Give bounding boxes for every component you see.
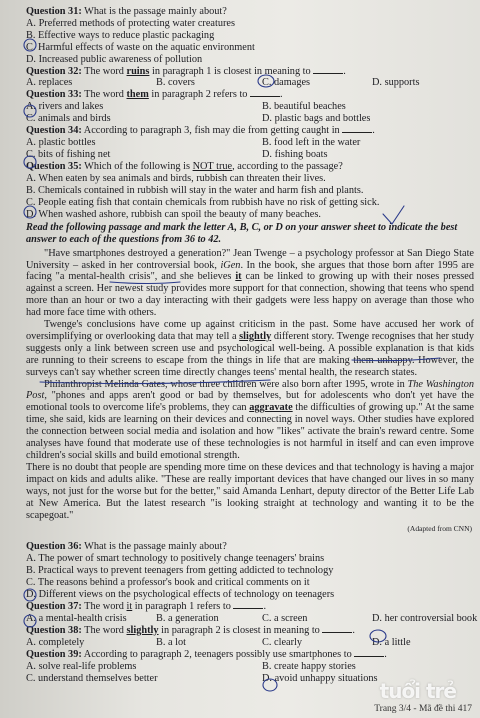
answer-blank [250,96,280,97]
text-run: There is no doubt that people are spending more time on these devices and that technology is having a major impact on kids and adults alike. "These are really important devices that have changed our lives in so many ways, not just for the worse but for the better," said Amanda Lenhart, deputy director of the Better Life Lab at New America. But the latest research "is looking straight at technology and wanting it to be the scapegoat." [26,461,474,521]
text-run: , "phones and apps aren't good or bad by themselves, but for adolescents who don't yet have the emotional tools to overcome life's problems, they can [26,390,474,414]
question-stem-end: in paragraph 1 is closest in meaning to [149,65,314,77]
option-a: A. rivers and lakes [26,101,104,113]
paragraph-4 [26,462,474,522]
question-stem-end: , according to the passage? [232,161,343,173]
question-number: Question 39: [26,648,82,660]
option-c: C. The reasons behind a professor's book and critical comments on it [26,577,310,589]
option-d: D. plastic bags and bottles [262,113,371,125]
target-word: it [235,271,242,283]
option-b: B. a generation [156,612,219,624]
paragraph-1 [26,248,474,319]
target-word: slightly [126,624,159,636]
option-a: A. The power of smart technology to positively change teenagers' brains [26,553,325,565]
question-number: Question 33: [26,89,82,101]
question-36 [26,541,474,601]
question-37: Question 37: The word it in paragraph 1 refers to . A. a mental-health crisis B. a generation C. a screen D. her controversial book [26,600,478,624]
question-38: Question 38: The word slightly in paragraph 2 is closest in meaning to . A. completely B. a lot C. clearly D. a little [26,624,411,648]
option-d: D. supports [372,77,420,89]
question-number: Question 34: [26,125,82,137]
option-d: D. Different views on the psychological effects of technology on teenagers [26,588,335,600]
paragraph-3 [26,379,474,462]
option-a: A. Preferred methods of protecting water creatures [26,17,235,29]
reading-passage [26,248,474,522]
source-note: (Adapted from CNN) [407,524,472,534]
question-35 [26,161,474,221]
answer-blank [313,73,343,74]
question-stem: What is the passage mainly about? [81,541,227,553]
target-word: NOT true [192,161,233,173]
publication-title: The Washington Post [26,378,474,402]
option-c: C. understand themselves better [26,672,158,684]
question-33: Question 33: The word them in paragraph 2 refers to . A. rivers and lakes B. beautiful beaches C. animals and birds D. plastic bags and bottles [26,89,371,125]
option-c: C. People eating fish that contain chemicals from rubbish have no risk of getting sick. [26,196,380,208]
target-word: slightly [239,330,272,342]
option-c: C. damages [262,77,311,89]
question-stem: The word [81,624,127,636]
paragraph-2 [26,319,474,379]
option-a: A. When eaten by sea animals and birds, rubbish can threaten their lives. [26,173,326,185]
question-stem-end: in paragraph 2 refers to [148,89,251,101]
question-31 [26,6,474,66]
answer-blank [342,132,372,133]
answer-blank [233,608,263,609]
target-word: it [126,600,133,612]
text-run: . In the book, she argues that those born after 1995 are facing "a mental-health crisis", and she believes [26,259,474,283]
option-d: D. Increased public awareness of pollution [26,53,203,65]
question-stem: What is the passage mainly about? [81,6,227,17]
option-c: C. animals and birds [26,113,111,125]
question-stem: According to paragraph 2, teenagers possibly use smartphones to [81,648,355,660]
option-b: B. create happy stories [262,660,356,672]
question-stem-end: in paragraph 2 is closest in meaning to [158,624,323,636]
option-d: D. her controversial book [372,612,478,624]
option-b: B. food left in the water [262,137,361,149]
question-34: Question 34: According to paragraph 3, fish may die from getting caught in . A. plastic bottles B. food left in the water C. bits of fishing net D. fishing boats [26,125,375,161]
question-number: Question 36: [26,541,82,553]
option-a: A. plastic bottles [26,137,96,149]
question-stem-end: in paragraph 1 refers to [132,600,234,612]
answer-blank [354,656,384,657]
target-word: aggravate [249,402,293,414]
option-b: B. Practical ways to prevent teenagers from getting addicted to technology [26,565,334,577]
question-stem: The word [81,65,127,77]
question-number: Question 38: [26,624,82,636]
question-number: Question 35: [26,161,82,173]
question-stem: According to paragraph 3, fish may die from getting caught in [81,125,343,137]
target-word: them [126,89,149,101]
question-stem: The word [81,600,127,612]
option-d: D. avoid unhappy situations [262,672,378,684]
text-run: can be linked to growing up with their noses pressed against a screen. Her newest study provides more support for that connection, showing that teens who spend more than an hour or two a day interacting with their gadgets were less happy on average than those who had more face time with others. [26,271,474,319]
option-b: B. beautiful beaches [262,101,346,113]
option-b: B. covers [156,77,195,89]
book-title: iGen [220,259,241,271]
option-a: A. a mental-health crisis [26,612,127,624]
watermark-logo: tuổi trẻ [379,679,456,704]
question-number: Question 32: [26,65,82,77]
option-c: C. a screen [262,612,308,624]
question-stem: Which of the following is [81,161,193,173]
instructions: Read the following passage and mark the letter A, B, C, or D on your answer sheet to indicate the best answer to each of the questions from 36 to 42. [26,221,458,245]
target-word: ruins [126,65,150,77]
question-32: Question 32: The word ruins in paragraph 1 is closest in meaning to . A. replaces B. covers C. damages D. supports [26,65,420,89]
page-footer: Trang 3/4 - Mã đề thi 417 [374,704,472,715]
option-a: A. completely [26,636,85,648]
option-a: A. replaces [26,77,73,89]
text-run: different story. Twenge recognises that her study suggests only a link between screen use and psychological well-being. A possible explanation is that kids are running to their screens to escape from the things in life that are making them unhappy. However, the surveys can't say whether screen time directly changes teens' mental health, the research states. [26,330,474,378]
option-b: B. Effective ways to reduce plastic packaging [26,29,215,41]
option-b: B. a lot [156,636,187,648]
option-d: D. a little [372,636,411,648]
text-run: Philanthropist Melinda Gates, whose three children were also born after 1995, wrote in [44,378,408,390]
answer-blank [322,632,352,633]
question-39: Question 39: According to paragraph 2, teenagers possibly use smartphones to . A. solve real-life problems B. create happy stories C. understand themselves better D. avoid unhappy situations [26,648,387,684]
option-b: B. Chemicals contained in rubbish will stay in the water and harm fish and plants. [26,185,364,197]
option-c: C. bits of fishing net [26,149,111,161]
option-a: A. solve real-life problems [26,660,137,672]
option-c: C. clearly [262,636,303,648]
option-c: C. Harmful effects of waste on the aquatic environment [26,41,255,53]
question-stem: The word [81,89,127,101]
text-run: "Have smartphones destroyed a generation?" Jean Twenge – a psychology professor at San Diego State University – asked in her controversial book, [26,247,474,271]
text-run: Twenge's conclusions have come up against criticism in the past. Some have accused her work of oversimplifying or overlooking data that may tell a [26,319,474,342]
text-run: the difficulties of growing up." At the same time, she said, kids are learning on their devices and connecting in novel ways. Other studies have explored the connection between social media and isolation and how "likes" activate the brain's reward centre. Some analyses have found that moderate use of these technologies is not harmful in itself and can even improve children's social skills and build emotional strength. [26,402,474,461]
question-number: Question 37: [26,600,82,612]
question-number: Question 31: [26,6,82,17]
option-d: D. When washed ashore, rubbish can spoil the beauty of many beaches. [26,208,321,220]
option-d: D. fishing boats [262,149,328,161]
